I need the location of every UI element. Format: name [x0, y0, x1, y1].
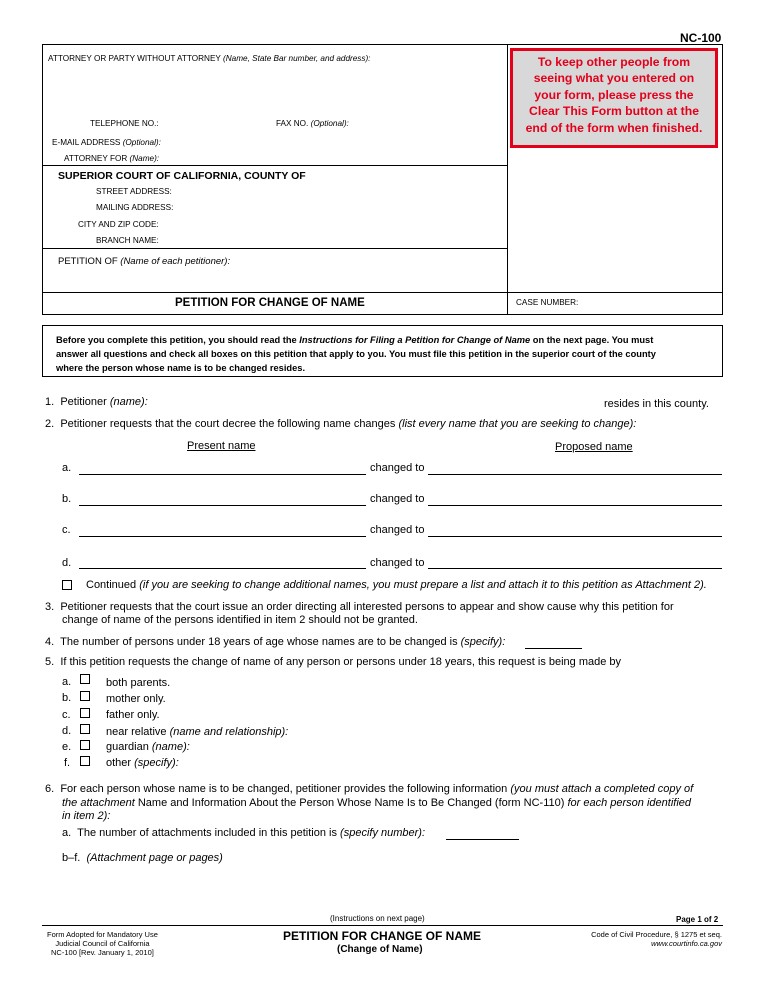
item6-line1a: For each person whose name is to be changed, petitioner provides the following information [60, 783, 508, 795]
footer-council: Judicial Council of California [55, 939, 150, 948]
petition-of-group [58, 256, 230, 267]
branch-label: BRANCH NAME: [96, 236, 159, 245]
row-letter: a. [62, 462, 72, 474]
notice-line3: where the person whose name is to be changed resides. [56, 363, 306, 373]
warning-line: seeing what you entered on [533, 71, 695, 86]
minor-count-field[interactable] [525, 648, 582, 649]
mother-only-checkbox[interactable] [80, 691, 90, 701]
item3 [45, 601, 674, 627]
option-label: guardian [106, 741, 149, 753]
attorney-field[interactable] [48, 64, 503, 114]
email-label-group [52, 138, 161, 147]
warning-line: Clear This Form button at the [529, 104, 699, 119]
changed-to-label: changed to [370, 524, 425, 536]
near-relative-checkbox[interactable] [80, 724, 90, 734]
item6-line3: in item 2): [62, 810, 111, 822]
present-name-field[interactable] [79, 474, 366, 475]
footer-adopted: Form Adopted for Mandatory Use [47, 930, 158, 939]
item6 [45, 783, 693, 824]
instructions-note: (Instructions on next page) [330, 914, 425, 923]
option-label: father only. [106, 709, 160, 721]
item4-hint: (specify): [460, 636, 506, 648]
email-label: E-MAIL ADDRESS [52, 138, 121, 147]
case-number-label: CASE NUMBER: [516, 298, 579, 307]
item5-text: If this petition requests the change of name of any person or persons under 18 years, this request is being made by [60, 656, 622, 668]
caption-rule-3 [42, 292, 723, 293]
attorney-label: ATTORNEY OR PARTY WITHOUT ATTORNEY [48, 54, 221, 63]
option-letter: b. [62, 692, 72, 704]
option-letter: a. [62, 676, 72, 688]
mailing-label: MAILING ADDRESS: [96, 203, 174, 212]
option-label: other [106, 757, 132, 769]
option-letter: d. [62, 725, 72, 737]
item2-num: 2. [45, 418, 55, 430]
footer-adopted-block [47, 930, 158, 957]
item6a [62, 827, 425, 839]
telephone-label: TELEPHONE NO.: [90, 119, 159, 128]
option-letter: f. [64, 757, 71, 769]
option-label: both parents. [106, 677, 171, 689]
item6bf-letter: b–f. [62, 852, 81, 864]
item3-num: 3. [45, 601, 55, 613]
form-id: NC-100 [680, 31, 722, 45]
present-name-field[interactable] [79, 568, 366, 569]
petition-of-label: PETITION OF [58, 256, 118, 267]
page-number: Page 1 of 2 [676, 915, 719, 924]
row-letter: d. [62, 557, 72, 569]
continued-hint: (if you are seeking to change additional names, you must prepare a list and attach it to this petition as Attachment 2). [139, 579, 707, 591]
notice-italic: Instructions for Filing a Petition for Change of Name [299, 335, 531, 345]
continued-text-group [86, 579, 707, 591]
other-checkbox[interactable] [80, 756, 90, 766]
item1 [45, 396, 148, 408]
caption-rule-1 [42, 165, 507, 166]
row-letter: c. [62, 524, 71, 536]
attachment-count-field[interactable] [446, 839, 519, 840]
proposed-name-field[interactable] [428, 568, 722, 569]
attorney-for-hint: (Name): [129, 154, 160, 163]
item6a-text: The number of attachments included in this petition is [77, 827, 337, 839]
email-hint: (Optional): [122, 138, 161, 147]
footer-code: Code of Civil Procedure, § 1275 et seq. [591, 930, 722, 939]
changed-to-label: changed to [370, 493, 425, 505]
item6-line2b: Name and Information About the Person Whose Name Is to Be Changed (form NC-110) [137, 796, 565, 809]
item5-num: 5. [45, 656, 55, 668]
changed-to-label: changed to [370, 557, 425, 569]
option-hint: (name and relationship): [169, 726, 289, 738]
item3-line1: Petitioner requests that the court issue an order directing all interested persons to appear and show cause why this petition for [60, 601, 674, 613]
city-label: CITY AND ZIP CODE: [78, 220, 159, 229]
footer-rev: NC-100 [Rev. January 1, 2010] [51, 948, 154, 957]
near-relative-group [106, 726, 288, 738]
item2-text: Petitioner requests that the court decree the following name changes [60, 418, 396, 430]
caption-rule-2 [42, 248, 507, 249]
item6bf-hint: (Attachment page or pages) [86, 852, 223, 864]
continued-checkbox[interactable] [62, 580, 72, 590]
attorney-for-label-group [64, 154, 159, 163]
footer-title: PETITION FOR CHANGE OF NAME [283, 929, 481, 943]
present-name-field[interactable] [79, 505, 366, 506]
guardian-group [106, 741, 190, 753]
item6a-hint: (specify number): [340, 827, 426, 839]
proposed-name-header: Proposed name [555, 441, 633, 453]
guardian-checkbox[interactable] [80, 740, 90, 750]
footer-subtitle: (Change of Name) [337, 944, 423, 955]
attorney-for-label: ATTORNEY FOR [64, 154, 128, 163]
item1-hint: (name): [109, 396, 148, 408]
option-hint: (specify): [134, 757, 179, 769]
item6-line1b: (you must attach a completed copy of [510, 783, 694, 795]
notice-line2: answer all questions and check all boxes on this petition that apply to you. You must file this petition in the superior court of the county [56, 349, 656, 359]
fax-label: FAX NO. [276, 119, 309, 128]
continued-text: Continued [86, 579, 137, 591]
row-letter: b. [62, 493, 72, 505]
proposed-name-field[interactable] [428, 474, 722, 475]
petitioner-name-field[interactable] [160, 394, 590, 408]
item4-num: 4. [45, 636, 55, 648]
fax-hint: (Optional): [310, 119, 349, 128]
item6bf [62, 852, 223, 864]
caption-form-title: PETITION FOR CHANGE OF NAME [175, 297, 365, 309]
item1-suffix: resides in this county. [604, 398, 709, 410]
notice-part1: Before you complete this petition, you should read the [56, 335, 300, 345]
item6-line2c: for each person identified [567, 796, 691, 809]
both-parents-checkbox[interactable] [80, 674, 90, 684]
notice-part2: on the next page. You must [530, 335, 654, 345]
attorney-label-group [48, 54, 370, 63]
caption-divider [507, 44, 508, 315]
item6-num: 6. [45, 783, 55, 795]
warning-line: To keep other people from [537, 55, 691, 69]
footer-rule [42, 925, 723, 926]
clear-form-warning [510, 48, 718, 148]
court-title: SUPERIOR COURT OF CALIFORNIA, COUNTY OF [58, 170, 306, 182]
changed-to-label: changed to [370, 462, 425, 474]
attorney-hint: (Name, State Bar number, and address): [223, 54, 371, 63]
fax-label-group [276, 119, 349, 128]
option-hint: (name): [151, 741, 190, 753]
option-letter: e. [62, 741, 72, 753]
present-name-field[interactable] [79, 536, 366, 537]
present-name-header: Present name [187, 440, 256, 452]
item3-line2: change of name of the persons identified in item 2 should not be granted. [62, 614, 418, 626]
proposed-name-field[interactable] [428, 505, 722, 506]
item5 [45, 656, 621, 668]
item6-line2a: the attachment [62, 796, 135, 809]
father-only-checkbox[interactable] [80, 708, 90, 718]
footer-site: www.courtinfo.ca.gov [651, 939, 722, 948]
item6a-letter: a. [62, 827, 72, 839]
item1-text: Petitioner [60, 396, 107, 408]
footer-code-block [560, 930, 722, 948]
petition-of-hint: (Name of each petitioner): [120, 256, 231, 267]
proposed-name-field[interactable] [428, 536, 722, 537]
item2 [45, 418, 636, 430]
item2-hint: (list every name that you are seeking to change): [398, 418, 637, 430]
option-letter: c. [62, 709, 71, 721]
warning-line: your form, please press the [534, 87, 694, 102]
warning-line: end of the form when finished. [525, 120, 703, 135]
notice-text [56, 333, 656, 375]
item1-num: 1. [45, 396, 55, 408]
option-label: mother only. [106, 693, 166, 705]
street-label: STREET ADDRESS: [96, 187, 172, 196]
item4-text: The number of persons under 18 years of age whose names are to be changed is [60, 636, 458, 648]
item4 [45, 636, 505, 648]
option-label: near relative [106, 726, 167, 738]
other-group [106, 757, 179, 769]
